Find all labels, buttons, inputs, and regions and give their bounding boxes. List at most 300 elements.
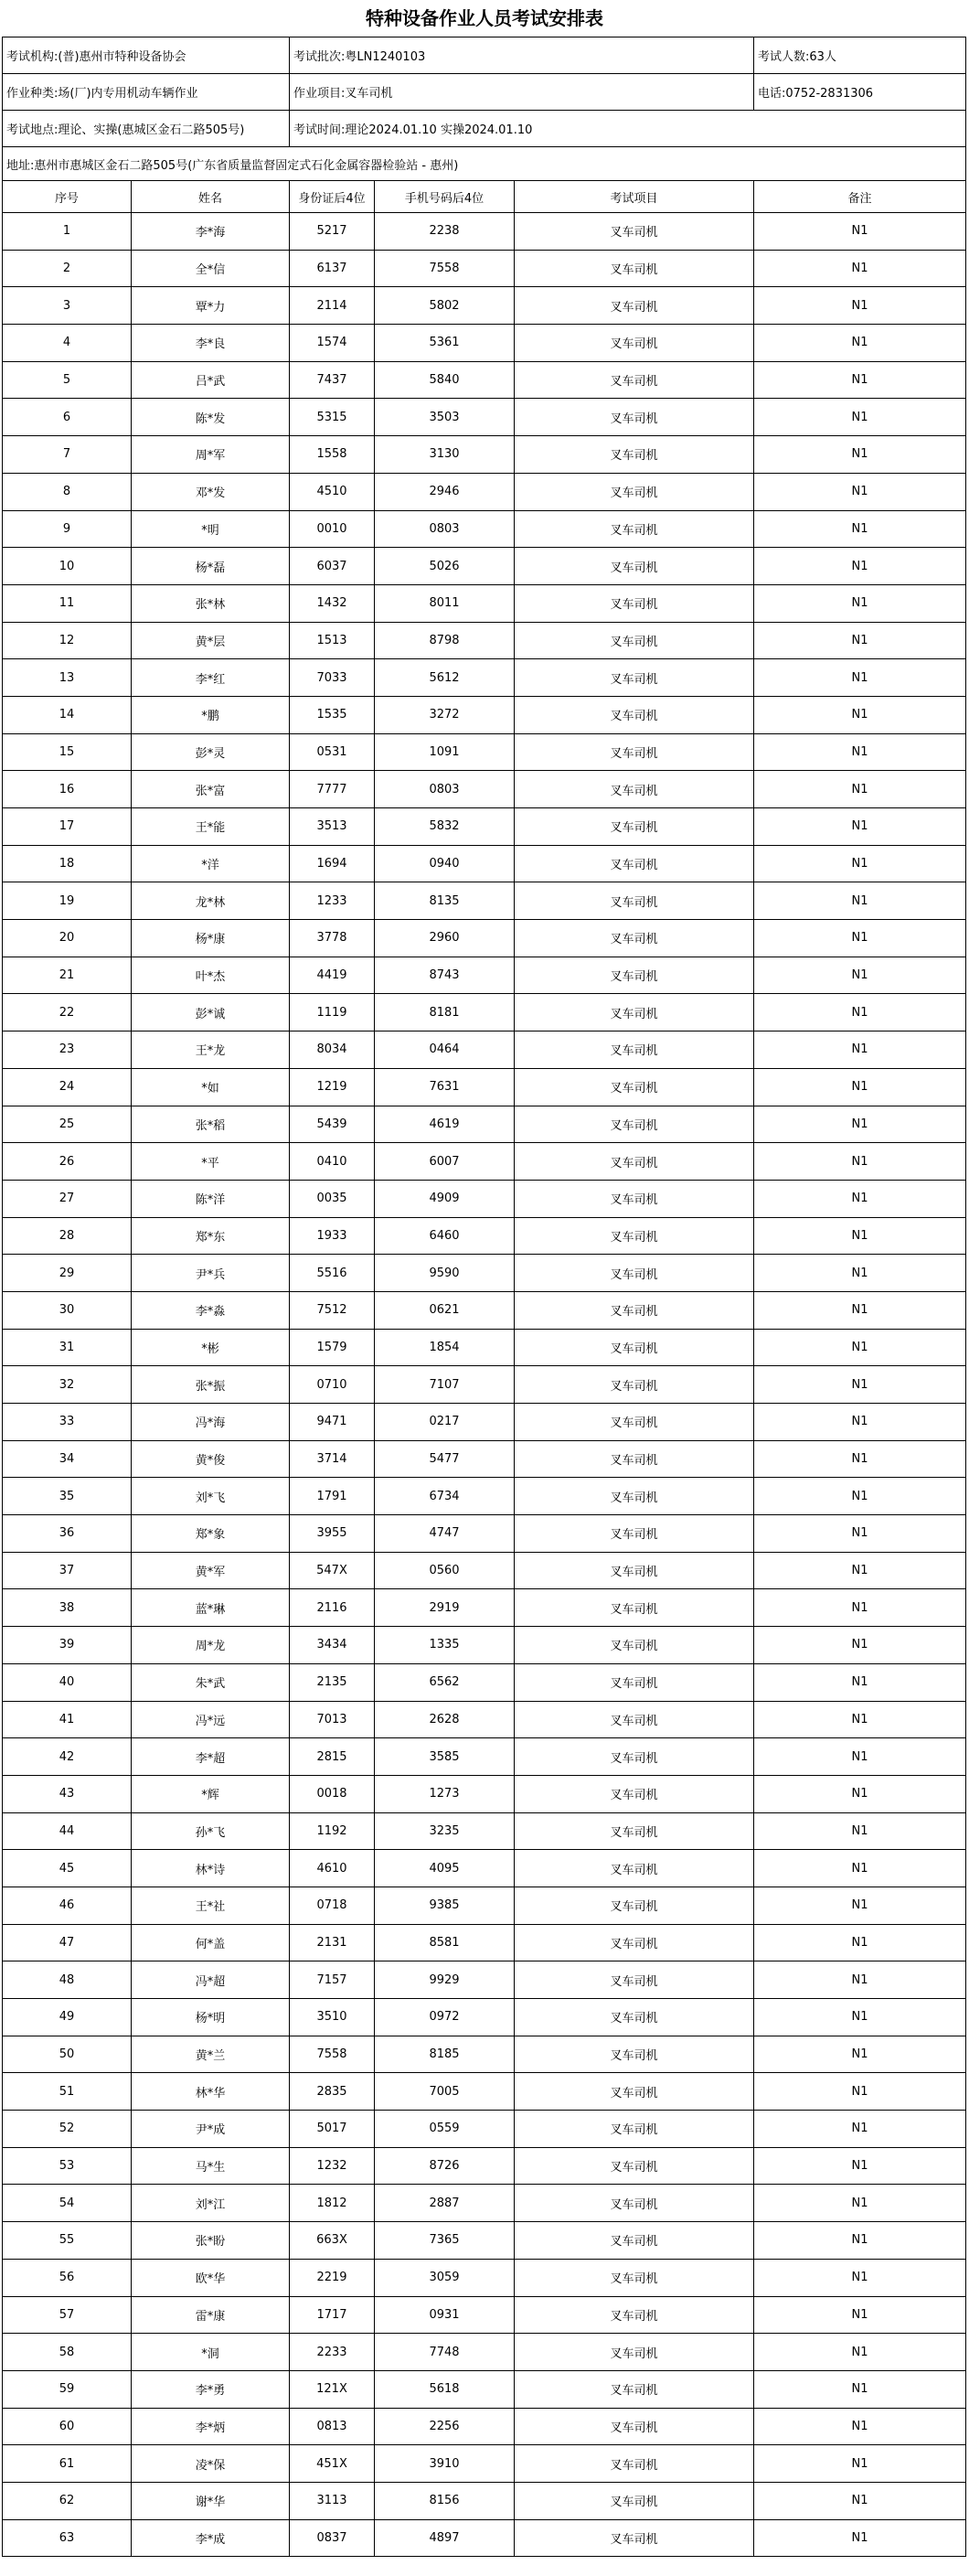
cell-id-last4: 6037 [290, 548, 375, 585]
cell-exam-item: 叉车司机 [515, 1143, 754, 1181]
cell-name: 张*振 [132, 1366, 290, 1404]
cell-id-last4: 1192 [290, 1812, 375, 1850]
table-row [3, 1887, 966, 1924]
cell-remark: N1 [754, 920, 966, 957]
cell-id-last4: 1933 [290, 1217, 375, 1255]
header-exam-item: 考试项目 [515, 181, 754, 213]
cell-name: 李*炳 [132, 2408, 290, 2445]
cell-exam-item: 叉车司机 [515, 2147, 754, 2185]
table-row [3, 2296, 966, 2334]
cell-phone-last4: 8135 [375, 882, 515, 920]
cell-remark: N1 [754, 399, 966, 436]
cell-index: 15 [3, 733, 132, 771]
table-row [3, 808, 966, 846]
cell-id-last4: 2114 [290, 287, 375, 325]
cell-exam-item: 叉车司机 [515, 2519, 754, 2557]
table-row [3, 1961, 966, 1999]
cell-index: 2 [3, 250, 132, 287]
cell-index: 20 [3, 920, 132, 957]
table-row [3, 2073, 966, 2111]
cell-name: 冯*超 [132, 1961, 290, 1999]
cell-phone-last4: 8798 [375, 622, 515, 659]
cell-phone-last4: 5802 [375, 287, 515, 325]
cell-index: 63 [3, 2519, 132, 2557]
table-row [3, 510, 966, 548]
cell-remark: N1 [754, 1812, 966, 1850]
cell-id-last4: 7512 [290, 1291, 375, 1329]
cell-phone-last4: 0931 [375, 2296, 515, 2334]
cell-remark: N1 [754, 659, 966, 697]
header-remark: 备注 [754, 181, 966, 213]
cell-id-last4: 1717 [290, 2296, 375, 2334]
cell-name: 彭*灵 [132, 733, 290, 771]
contact-phone: 电话:0752-2831306 [754, 74, 966, 111]
cell-phone-last4: 0972 [375, 1999, 515, 2036]
cell-id-last4: 1233 [290, 882, 375, 920]
cell-remark: N1 [754, 1180, 966, 1217]
table-row [3, 882, 966, 920]
table-row [3, 2408, 966, 2445]
cell-name: 杨*磊 [132, 548, 290, 585]
table-row [3, 1068, 966, 1106]
cell-phone-last4: 6734 [375, 1478, 515, 1515]
cell-remark: N1 [754, 2445, 966, 2483]
cell-remark: N1 [754, 2408, 966, 2445]
cell-index: 58 [3, 2334, 132, 2371]
cell-name: 蓝*琳 [132, 1589, 290, 1627]
cell-id-last4: 1579 [290, 1329, 375, 1366]
cell-phone-last4: 1854 [375, 1329, 515, 1366]
cell-name: 王*能 [132, 808, 290, 846]
cell-name: *辉 [132, 1775, 290, 1812]
table-row [3, 1143, 966, 1181]
cell-remark: N1 [754, 510, 966, 548]
cell-remark: N1 [754, 1440, 966, 1478]
cell-phone-last4: 3130 [375, 436, 515, 474]
cell-exam-item: 叉车司机 [515, 994, 754, 1031]
cell-id-last4: 3434 [290, 1627, 375, 1664]
cell-index: 8 [3, 473, 132, 510]
cell-phone-last4: 2238 [375, 213, 515, 251]
cell-id-last4: 0718 [290, 1887, 375, 1924]
cell-exam-item: 叉车司机 [515, 2073, 754, 2111]
header-index: 序号 [3, 181, 132, 213]
cell-index: 25 [3, 1106, 132, 1143]
cell-exam-item: 叉车司机 [515, 1180, 754, 1217]
cell-name: 李*勇 [132, 2370, 290, 2408]
table-row [3, 733, 966, 771]
table-row [3, 1106, 966, 1143]
cell-index: 23 [3, 1031, 132, 1069]
cell-remark: N1 [754, 287, 966, 325]
cell-exam-item: 叉车司机 [515, 1999, 754, 2036]
table-row [3, 994, 966, 1031]
cell-exam-item: 叉车司机 [515, 2370, 754, 2408]
cell-remark: N1 [754, 436, 966, 474]
cell-exam-item: 叉车司机 [515, 1663, 754, 1701]
cell-exam-item: 叉车司机 [515, 2296, 754, 2334]
cell-remark: N1 [754, 1404, 966, 1441]
cell-index: 28 [3, 1217, 132, 1255]
table-row [3, 2222, 966, 2260]
cell-index: 14 [3, 696, 132, 733]
cell-name: 郑*象 [132, 1515, 290, 1553]
cell-id-last4: 1791 [290, 1478, 375, 1515]
cell-remark: N1 [754, 1775, 966, 1812]
cell-name: 李*良 [132, 325, 290, 362]
work-project: 作业项目:叉车司机 [290, 74, 754, 111]
table-row [3, 622, 966, 659]
cell-id-last4: 1119 [290, 994, 375, 1031]
table-header-row [3, 181, 966, 213]
cell-name: 黄*兰 [132, 2036, 290, 2073]
cell-exam-item: 叉车司机 [515, 1106, 754, 1143]
header-name: 姓名 [132, 181, 290, 213]
cell-id-last4: 1432 [290, 584, 375, 622]
cell-id-last4: 451X [290, 2445, 375, 2483]
cell-index: 10 [3, 548, 132, 585]
cell-id-last4: 0837 [290, 2519, 375, 2557]
cell-phone-last4: 5618 [375, 2370, 515, 2408]
cell-index: 18 [3, 845, 132, 882]
cell-index: 54 [3, 2185, 132, 2222]
table-row [3, 1255, 966, 1292]
cell-name: 凌*保 [132, 2445, 290, 2483]
cell-exam-item: 叉车司机 [515, 1068, 754, 1106]
cell-remark: N1 [754, 2482, 966, 2519]
table-row [3, 1440, 966, 1478]
cell-phone-last4: 7558 [375, 250, 515, 287]
cell-remark: N1 [754, 882, 966, 920]
cell-phone-last4: 0559 [375, 2111, 515, 2148]
cell-id-last4: 1219 [290, 1068, 375, 1106]
cell-id-last4: 9471 [290, 1404, 375, 1441]
cell-id-last4: 5217 [290, 213, 375, 251]
cell-remark: N1 [754, 957, 966, 994]
cell-exam-item: 叉车司机 [515, 473, 754, 510]
cell-id-last4: 0710 [290, 1366, 375, 1404]
table-row [3, 1515, 966, 1553]
cell-id-last4: 7777 [290, 771, 375, 808]
cell-phone-last4: 7631 [375, 1068, 515, 1106]
cell-id-last4: 5017 [290, 2111, 375, 2148]
cell-exam-item: 叉车司机 [515, 845, 754, 882]
cell-exam-item: 叉车司机 [515, 659, 754, 697]
table-row [3, 920, 966, 957]
cell-index: 42 [3, 1738, 132, 1776]
cell-phone-last4: 6460 [375, 1217, 515, 1255]
cell-remark: N1 [754, 548, 966, 585]
cell-exam-item: 叉车司机 [515, 2185, 754, 2222]
table-row [3, 2036, 966, 2073]
cell-phone-last4: 6562 [375, 1663, 515, 1701]
cell-exam-item: 叉车司机 [515, 1701, 754, 1738]
exam-address: 地址:惠州市惠城区金石二路505号(广东省质量监督固定式石化金属容器检验站 - 惠州) [3, 147, 966, 181]
cell-index: 17 [3, 808, 132, 846]
cell-phone-last4: 8581 [375, 1924, 515, 1961]
cell-id-last4: 3510 [290, 1999, 375, 2036]
exam-batch: 考试批次:粤LN1240103 [290, 37, 754, 74]
cell-id-last4: 3714 [290, 1440, 375, 1478]
table-row [3, 2111, 966, 2148]
info-row-1 [3, 37, 966, 74]
cell-name: 黄*俊 [132, 1440, 290, 1478]
cell-id-last4: 5516 [290, 1255, 375, 1292]
cell-remark: N1 [754, 1143, 966, 1181]
cell-name: *鹏 [132, 696, 290, 733]
cell-index: 44 [3, 1812, 132, 1850]
cell-exam-item: 叉车司机 [515, 2259, 754, 2296]
cell-name: 冯*海 [132, 1404, 290, 1441]
cell-name: 黄*层 [132, 622, 290, 659]
cell-exam-item: 叉车司机 [515, 1850, 754, 1887]
cell-index: 52 [3, 2111, 132, 2148]
table-row [3, 696, 966, 733]
cell-phone-last4: 0803 [375, 510, 515, 548]
cell-phone-last4: 8011 [375, 584, 515, 622]
cell-remark: N1 [754, 2073, 966, 2111]
cell-exam-item: 叉车司机 [515, 436, 754, 474]
cell-phone-last4: 5832 [375, 808, 515, 846]
cell-id-last4: 2815 [290, 1738, 375, 1776]
exam-time: 考试时间:理论2024.01.10 实操2024.01.10 [290, 111, 966, 147]
cell-index: 57 [3, 2296, 132, 2334]
cell-index: 29 [3, 1255, 132, 1292]
cell-phone-last4: 7365 [375, 2222, 515, 2260]
cell-remark: N1 [754, 361, 966, 399]
cell-exam-item: 叉车司机 [515, 1515, 754, 1553]
table-row [3, 1589, 966, 1627]
cell-exam-item: 叉车司机 [515, 1552, 754, 1589]
cell-index: 16 [3, 771, 132, 808]
info-row-address [3, 147, 966, 181]
cell-exam-item: 叉车司机 [515, 1961, 754, 1999]
cell-id-last4: 0410 [290, 1143, 375, 1181]
cell-phone-last4: 7748 [375, 2334, 515, 2371]
cell-exam-item: 叉车司机 [515, 1031, 754, 1069]
cell-id-last4: 8034 [290, 1031, 375, 1069]
table-row [3, 2445, 966, 2483]
cell-name: 吕*武 [132, 361, 290, 399]
cell-exam-item: 叉车司机 [515, 1812, 754, 1850]
cell-name: 黄*军 [132, 1552, 290, 1589]
cell-index: 53 [3, 2147, 132, 2185]
cell-index: 12 [3, 622, 132, 659]
cell-id-last4: 2135 [290, 1663, 375, 1701]
table-row [3, 1478, 966, 1515]
cell-phone-last4: 5612 [375, 659, 515, 697]
table-body [3, 37, 966, 2557]
table-row [3, 957, 966, 994]
cell-index: 13 [3, 659, 132, 697]
page-title: 特种设备作业人员考试安排表 [366, 7, 603, 29]
cell-name: 张*富 [132, 771, 290, 808]
cell-phone-last4: 6007 [375, 1143, 515, 1181]
cell-exam-item: 叉车司机 [515, 1440, 754, 1478]
cell-name: 谢*华 [132, 2482, 290, 2519]
cell-id-last4: 0010 [290, 510, 375, 548]
table-row [3, 1329, 966, 1366]
cell-name: 叶*杰 [132, 957, 290, 994]
cell-name: *明 [132, 510, 290, 548]
cell-exam-item: 叉车司机 [515, 2445, 754, 2483]
cell-exam-item: 叉车司机 [515, 733, 754, 771]
cell-remark: N1 [754, 1366, 966, 1404]
cell-exam-item: 叉车司机 [515, 510, 754, 548]
work-type: 作业种类:场(厂)内专用机动车辆作业 [3, 74, 290, 111]
cell-index: 21 [3, 957, 132, 994]
exam-org: 考试机构:(普)惠州市特种设备协会 [3, 37, 290, 74]
cell-exam-item: 叉车司机 [515, 287, 754, 325]
cell-id-last4: 3513 [290, 808, 375, 846]
cell-exam-item: 叉车司机 [515, 361, 754, 399]
table-row [3, 1366, 966, 1404]
cell-phone-last4: 2946 [375, 473, 515, 510]
cell-phone-last4: 9590 [375, 1255, 515, 1292]
cell-phone-last4: 0803 [375, 771, 515, 808]
cell-remark: N1 [754, 994, 966, 1031]
cell-exam-item: 叉车司机 [515, 1291, 754, 1329]
cell-name: 欧*华 [132, 2259, 290, 2296]
cell-name: 李*红 [132, 659, 290, 697]
cell-id-last4: 3778 [290, 920, 375, 957]
cell-name: 朱*武 [132, 1663, 290, 1701]
cell-id-last4: 2219 [290, 2259, 375, 2296]
cell-index: 37 [3, 1552, 132, 1589]
cell-remark: N1 [754, 2259, 966, 2296]
cell-index: 46 [3, 1887, 132, 1924]
cell-exam-item: 叉车司机 [515, 2334, 754, 2371]
cell-exam-item: 叉车司机 [515, 1887, 754, 1924]
table-row [3, 1291, 966, 1329]
cell-remark: N1 [754, 473, 966, 510]
cell-phone-last4: 0217 [375, 1404, 515, 1441]
table-row [3, 1663, 966, 1701]
cell-exam-item: 叉车司机 [515, 1217, 754, 1255]
cell-name: 孙*飞 [132, 1812, 290, 1850]
cell-exam-item: 叉车司机 [515, 1627, 754, 1664]
cell-name: 郑*东 [132, 1217, 290, 1255]
cell-phone-last4: 1335 [375, 1627, 515, 1664]
cell-remark: N1 [754, 2370, 966, 2408]
cell-remark: N1 [754, 2519, 966, 2557]
cell-remark: N1 [754, 325, 966, 362]
cell-phone-last4: 3910 [375, 2445, 515, 2483]
cell-id-last4: 1513 [290, 622, 375, 659]
cell-phone-last4: 4909 [375, 1180, 515, 1217]
cell-index: 5 [3, 361, 132, 399]
cell-index: 34 [3, 1440, 132, 1478]
cell-remark: N1 [754, 1663, 966, 1701]
cell-id-last4: 2835 [290, 2073, 375, 2111]
table-row [3, 1031, 966, 1069]
cell-index: 50 [3, 2036, 132, 2073]
cell-index: 41 [3, 1701, 132, 1738]
cell-exam-item: 叉车司机 [515, 1924, 754, 1961]
table-row [3, 1404, 966, 1441]
cell-name: 邓*发 [132, 473, 290, 510]
cell-phone-last4: 5026 [375, 548, 515, 585]
cell-exam-item: 叉车司机 [515, 1366, 754, 1404]
cell-name: 全*信 [132, 250, 290, 287]
cell-exam-item: 叉车司机 [515, 399, 754, 436]
cell-name: 何*盖 [132, 1924, 290, 1961]
table-row [3, 473, 966, 510]
cell-name: 雷*康 [132, 2296, 290, 2334]
cell-name: 杨*康 [132, 920, 290, 957]
cell-remark: N1 [754, 584, 966, 622]
cell-phone-last4: 8743 [375, 957, 515, 994]
cell-exam-item: 叉车司机 [515, 2482, 754, 2519]
cell-name: 李*淼 [132, 1291, 290, 1329]
exam-schedule-table [2, 37, 966, 2557]
cell-index: 6 [3, 399, 132, 436]
cell-id-last4: 1574 [290, 325, 375, 362]
table-row [3, 361, 966, 399]
cell-remark: N1 [754, 1478, 966, 1515]
table-row [3, 325, 966, 362]
table-row [3, 2147, 966, 2185]
cell-name: 杨*明 [132, 1999, 290, 2036]
cell-id-last4: 0035 [290, 1180, 375, 1217]
table-row [3, 2185, 966, 2222]
cell-id-last4: 5439 [290, 1106, 375, 1143]
cell-exam-item: 叉车司机 [515, 584, 754, 622]
cell-remark: N1 [754, 1106, 966, 1143]
cell-phone-last4: 2887 [375, 2185, 515, 2222]
cell-exam-item: 叉车司机 [515, 696, 754, 733]
cell-name: 刘*江 [132, 2185, 290, 2222]
cell-index: 1 [3, 213, 132, 251]
cell-exam-item: 叉车司机 [515, 920, 754, 957]
cell-phone-last4: 4095 [375, 1850, 515, 1887]
table-row [3, 2370, 966, 2408]
cell-name: 张*盼 [132, 2222, 290, 2260]
cell-exam-item: 叉车司机 [515, 1404, 754, 1441]
cell-index: 30 [3, 1291, 132, 1329]
cell-phone-last4: 4619 [375, 1106, 515, 1143]
cell-phone-last4: 5840 [375, 361, 515, 399]
table-row [3, 1738, 966, 1776]
table-row [3, 1701, 966, 1738]
cell-index: 59 [3, 2370, 132, 2408]
cell-phone-last4: 8181 [375, 994, 515, 1031]
cell-id-last4: 663X [290, 2222, 375, 2260]
cell-remark: N1 [754, 845, 966, 882]
cell-remark: N1 [754, 2111, 966, 2148]
cell-exam-item: 叉车司机 [515, 808, 754, 846]
cell-id-last4: 2131 [290, 1924, 375, 1961]
cell-index: 43 [3, 1775, 132, 1812]
cell-name: 龙*林 [132, 882, 290, 920]
cell-id-last4: 6137 [290, 250, 375, 287]
cell-id-last4: 1558 [290, 436, 375, 474]
cell-exam-item: 叉车司机 [515, 1478, 754, 1515]
cell-index: 39 [3, 1627, 132, 1664]
cell-index: 24 [3, 1068, 132, 1106]
cell-id-last4: 121X [290, 2370, 375, 2408]
cell-name: 覃*力 [132, 287, 290, 325]
cell-exam-item: 叉车司机 [515, 1329, 754, 1366]
cell-exam-item: 叉车司机 [515, 1775, 754, 1812]
table-row [3, 659, 966, 697]
cell-id-last4: 7558 [290, 2036, 375, 2073]
table-row [3, 1552, 966, 1589]
header-id-last4: 身份证后4位 [290, 181, 375, 213]
cell-exam-item: 叉车司机 [515, 882, 754, 920]
cell-index: 62 [3, 2482, 132, 2519]
cell-id-last4: 7033 [290, 659, 375, 697]
